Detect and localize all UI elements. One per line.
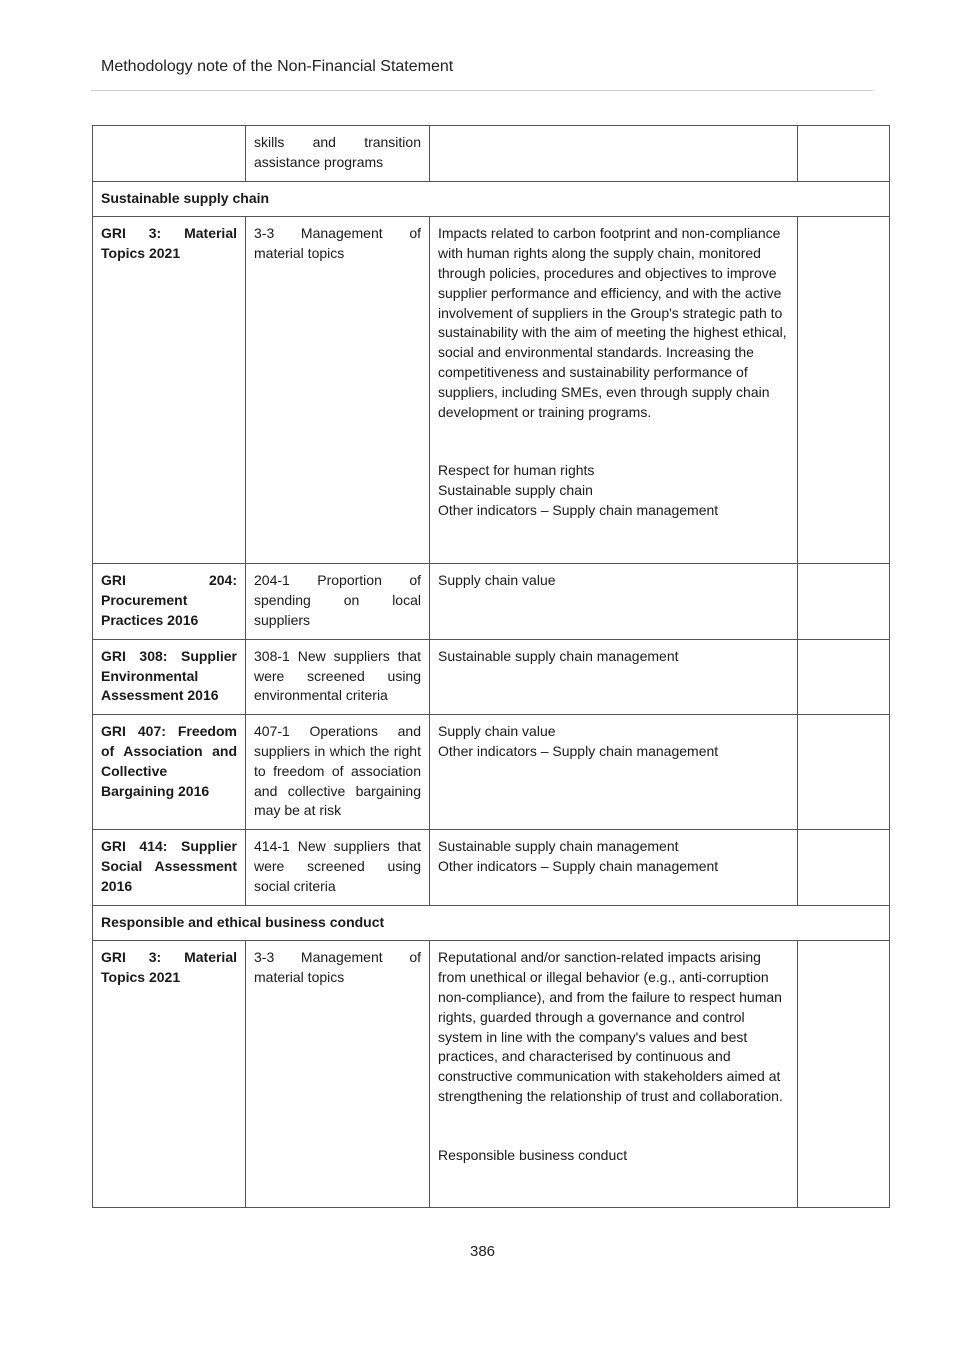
description-cell <box>430 715 798 830</box>
gri-content-index-table <box>92 125 890 1208</box>
omission-cell <box>798 564 890 639</box>
omission-cell <box>798 715 890 830</box>
gri-standard-cell: GRI 3: Material Topics 2021 <box>93 941 246 1208</box>
gri-standard-cell: GRI 3: Material Topics 2021 <box>93 217 246 564</box>
disclosure-cell: 308-1 New suppliers that were screened using environmental criteria <box>246 639 430 714</box>
section-title: Sustainable supply chain <box>93 181 890 217</box>
reference-item: Supply chain value <box>438 572 556 589</box>
omission-cell <box>798 941 890 1208</box>
omission-cell <box>798 217 890 564</box>
section-header-row <box>93 905 890 941</box>
disclosure-cell: 3-3 Management of material topics <box>246 217 430 564</box>
table-row <box>93 639 890 714</box>
reference-item: Supply chain value <box>438 723 556 740</box>
table-row-continuation <box>93 126 890 182</box>
spacer <box>438 422 789 461</box>
omission-cell <box>798 639 890 714</box>
disclosure-cell: 204-1 Proportion of spending on local suppliers <box>246 564 430 639</box>
description-cell <box>430 564 798 639</box>
disclosure-cell: 414-1 New suppliers that were screened using social criteria <box>246 830 430 905</box>
section-header-row <box>93 181 890 217</box>
reference-item: Other indicators – Supply chain management <box>438 501 719 518</box>
reference-item: Sustainable supply chain <box>438 482 593 499</box>
table-row <box>93 715 890 830</box>
description-cell <box>430 217 798 564</box>
page-header-title: Methodology note of the Non-Financial Statement <box>101 58 454 75</box>
disclosure-cell: 3-3 Management of material topics <box>246 941 430 1208</box>
reference-item: Responsible business conduct <box>438 1146 628 1163</box>
table-row <box>93 830 890 905</box>
table-row <box>93 941 890 1208</box>
description-cell <box>430 830 798 905</box>
description-cell <box>430 941 798 1208</box>
gri-standard-cell: GRI 414: Supplier Social Assessment 2016 <box>93 830 246 905</box>
table-row <box>93 217 890 564</box>
impact-description: Impacts related to carbon footprint and non-compliance with human rights along the supply chain, monitored through policies, procedures and objectives to improve supplier performance and efficiency, and with the active involvement of suppliers in the Group's strategic path to sustainability with the aim of meeting the highest ethical, social and environmental standards. Increasing the competitiveness and sustainability performance of suppliers, including SMEs, even through supply chain development or training programs. <box>438 225 787 420</box>
disclosure-cell: 407-1 Operations and suppliers in which the right to freedom of association and collective bargaining may be at risk <box>246 715 430 830</box>
impact-description: Reputational and/or sanction-related impacts arising from unethical or illegal behavior (e.g., anti-corruption non-compliance), and from the failure to respect human rights, guarded through a governance and control system in line with the company's values and best practices, and characterised by continuous and constructive communication with stakeholders aimed at strengthening the relationship of trust and collaboration. <box>438 949 783 1104</box>
reference-item: Other indicators – Supply chain management <box>438 857 719 874</box>
header-divider <box>91 90 873 91</box>
description-cell <box>430 639 798 714</box>
spacer <box>438 1107 789 1146</box>
reference-item: Other indicators – Supply chain management <box>438 742 719 759</box>
disclosure-cell: skills and transition assistance programs <box>246 126 430 182</box>
reference-item: Respect for human rights <box>438 462 595 479</box>
gri-standard-cell: GRI 204: Procurement Practices 2016 <box>93 564 246 639</box>
table-row <box>93 564 890 639</box>
omission-cell <box>798 126 890 182</box>
gri-standard-cell: GRI 308: Supplier Environmental Assessment 2016 <box>93 639 246 714</box>
reference-item: Sustainable supply chain management <box>438 647 679 664</box>
description-cell <box>430 126 798 182</box>
page-number: 386 <box>469 1243 496 1260</box>
section-title: Responsible and ethical business conduct <box>93 905 890 941</box>
omission-cell <box>798 830 890 905</box>
reference-item: Sustainable supply chain management <box>438 838 679 855</box>
gri-standard-cell: GRI 407: Freedom of Association and Collective Bargaining 2016 <box>93 715 246 830</box>
standard-cell <box>93 126 246 182</box>
